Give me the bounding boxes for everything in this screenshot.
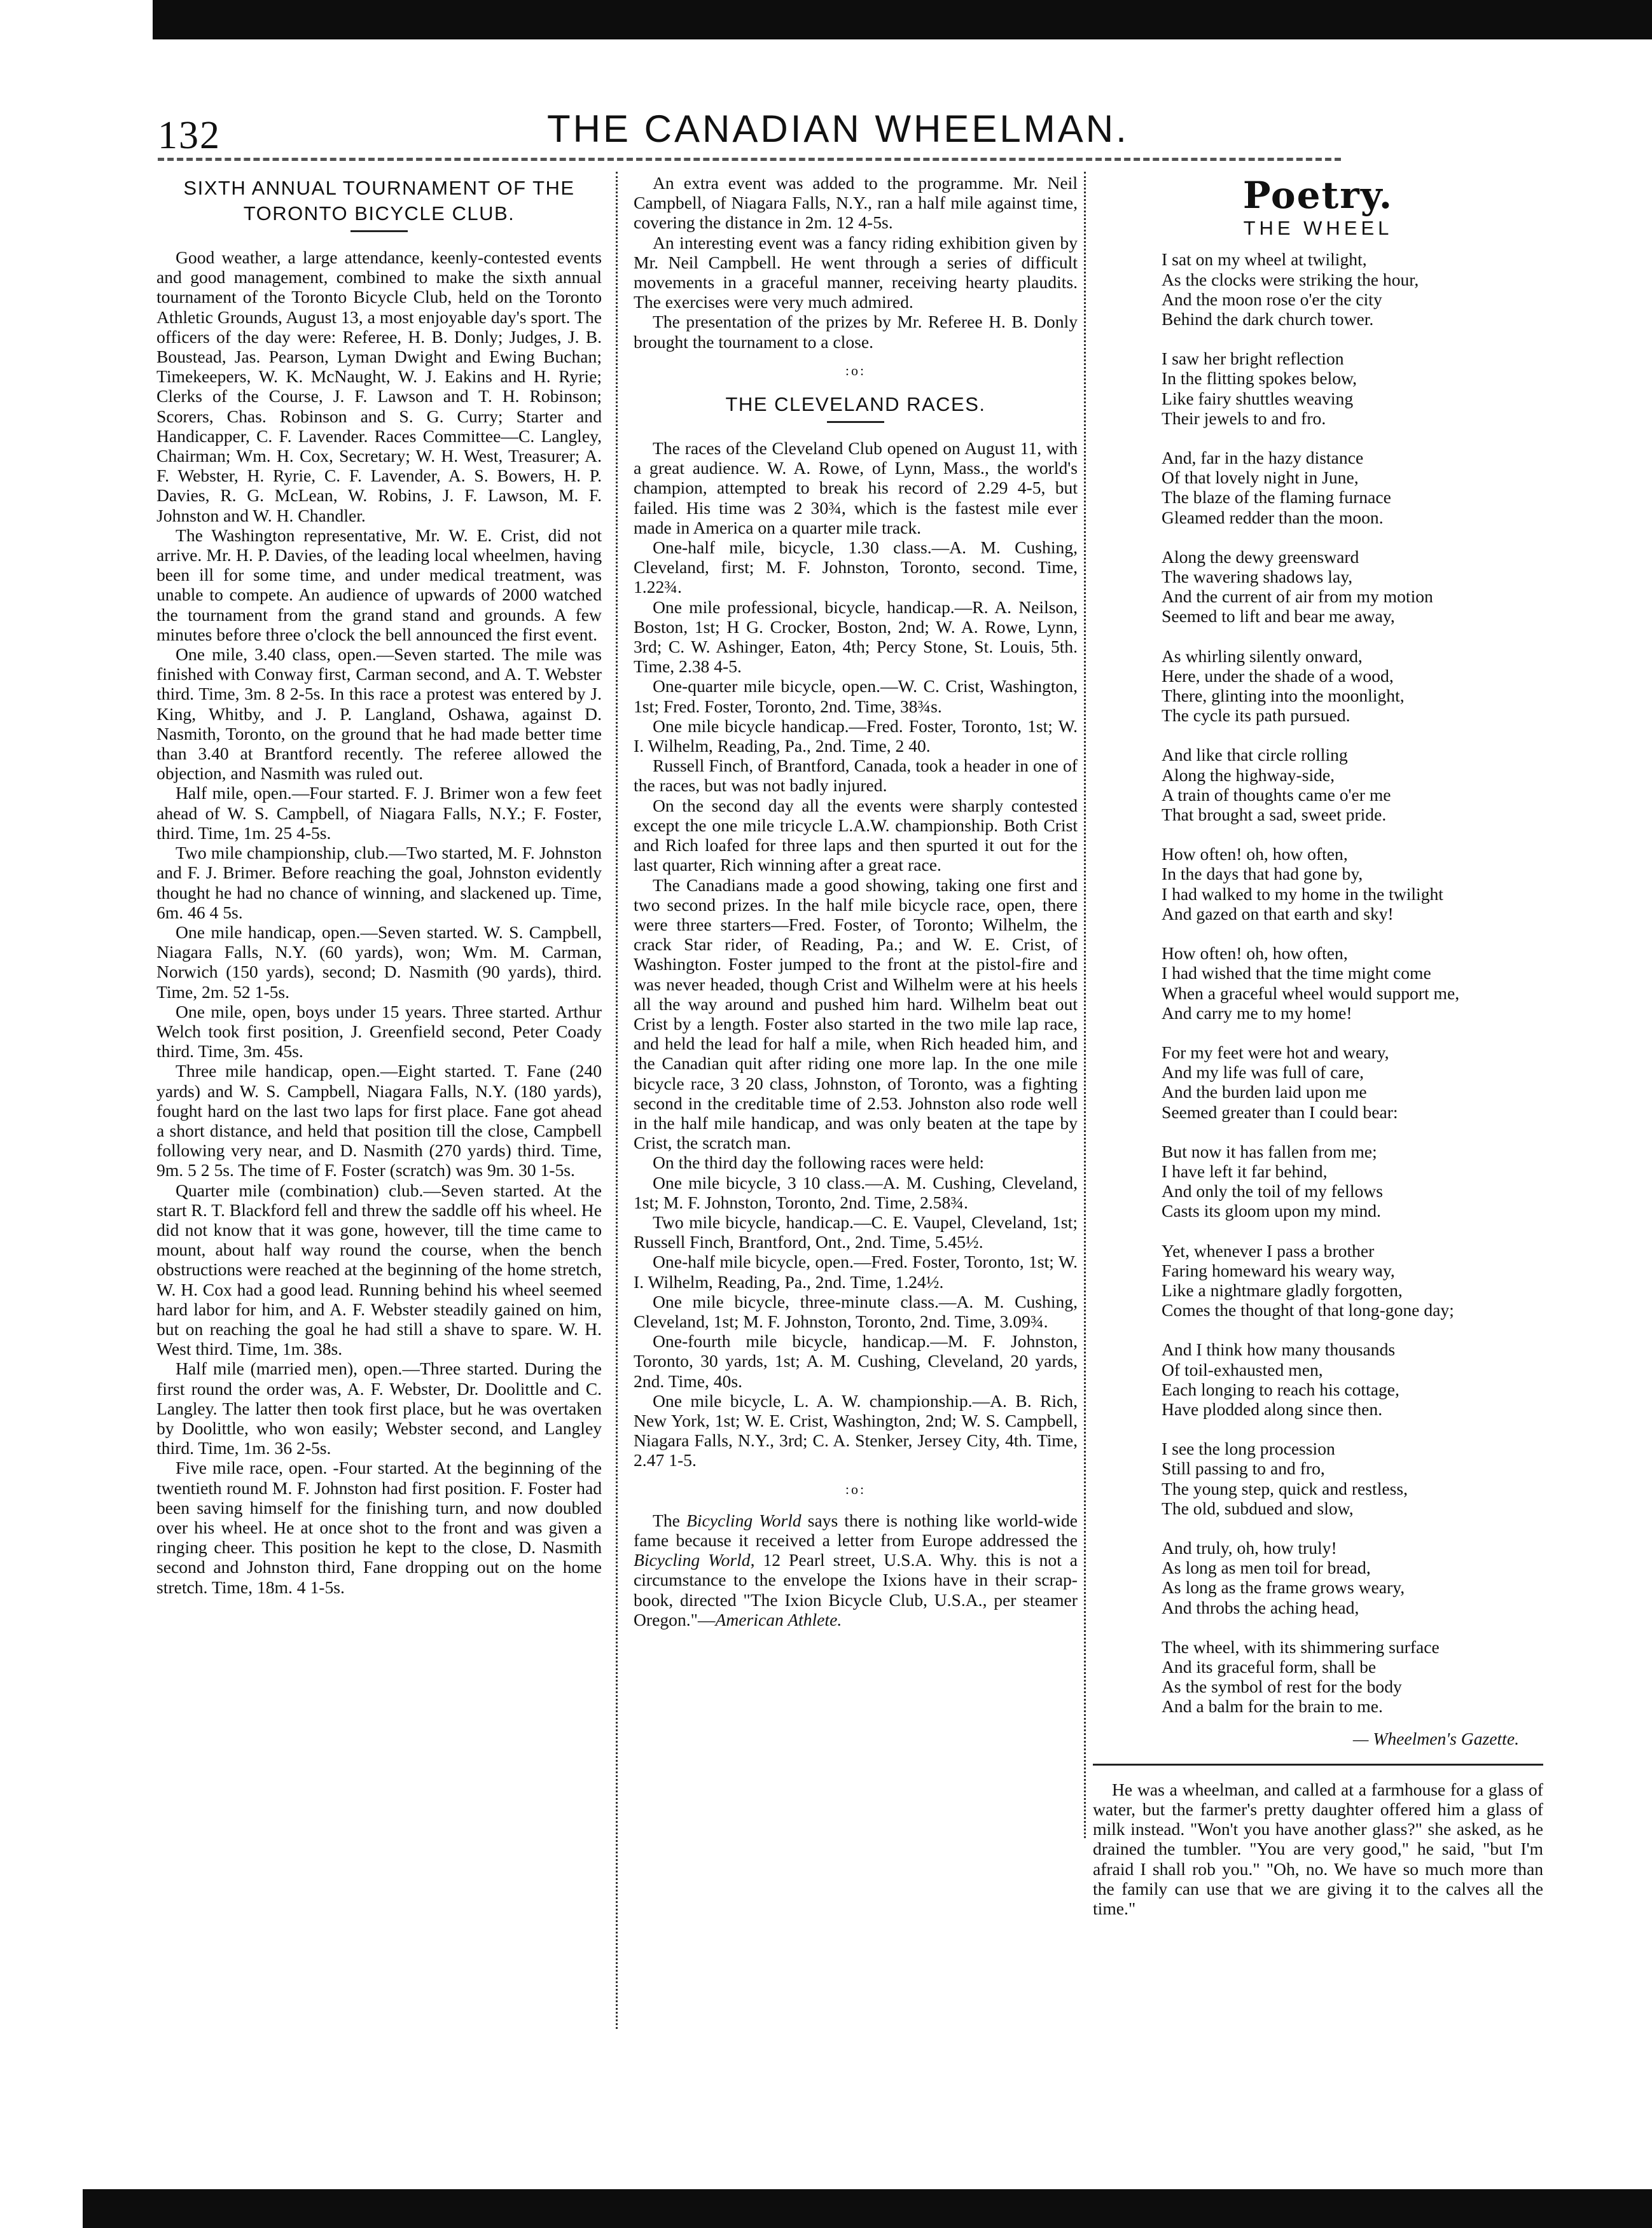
poem-line: The young step, quick and restless, (1162, 1478, 1408, 1498)
stanza (1162, 249, 1543, 329)
paragraph: Three mile handicap, open.—Eight started. T. Fane (240 yards) and W. S. Campbell, Niagara Falls, N.Y. (180 yards), fought hard on the last two laps for first place. Fane got ahead a short distance, and held that position till the close, Campbell following very near, and D. Nasmith (270 yards) third. Time, 9m. 5 2 5s. The time of F. Foster (scratch) was 9m. 30 1-5s. (156, 1061, 602, 1180)
poem-line: In the flitting spokes below, (1162, 368, 1357, 389)
stanza (1162, 1042, 1543, 1122)
stanza (1162, 646, 1543, 726)
poem-line: I see the long procession (1162, 1439, 1335, 1459)
paragraph: Half mile (married men), open.—Three started. During the first round the order was, A. F. Webster, Dr. Doolittle and C. Langley. The latter then took first place, but he was overtaken by Doolittle, who won easily; Webster second, and Langley third. Time, 1m. 36 2-5s. (156, 1359, 602, 1458)
paragraph: One mile handicap, open.—Seven started. W. S. Campbell, Niagara Falls, N.Y. (60 yards), won; Wm. M. Carman, Norwich (150 yards), second; D. Nasmith (90 yards), third. Time, 2m. 52 1-5s. (156, 922, 602, 1002)
column-3 (1093, 173, 1543, 1918)
poem-line: But now it has fallen from me; (1162, 1141, 1377, 1161)
stanza (1162, 1241, 1543, 1320)
paragraph: Five mile race, open. -Four started. At the beginning of the twentieth round M. F. Johnston had first position. F. Foster had been saving himself for the finishing turn, and now doubled over his wheel. He at once shot to the front and was given a ringing cheer. This position he kept to the close, D. Nasmith second and Johnston third, Fane dropping out on the home stretch. Time, 18m. 4 1-5s. (156, 1458, 602, 1597)
poem-line: Of toil-exhausted men, (1162, 1359, 1323, 1380)
paragraph: An interesting event was a fancy riding exhibition given by Mr. Neil Campbell. He went through a series of difficult movements in a graceful manner, receiving hearty plaudits. The exercises were very much admired. (634, 232, 1078, 312)
poem-line: And its graceful form, shall be (1162, 1656, 1377, 1677)
stanza (1162, 943, 1543, 1023)
stanza (1162, 1637, 1543, 1717)
stanza (1162, 349, 1543, 428)
poem-line: The cycle its path pursued. (1162, 705, 1350, 726)
stanza (1162, 1538, 1543, 1617)
paragraph: One mile, open, boys under 15 years. Three started. Arthur Welch took first position, J. Greenfield second, Peter Coady third. Time, 3m. 45s. (156, 1001, 602, 1062)
poem-line: As the clocks were striking the hour, (1162, 269, 1419, 289)
poem-line: Along the dewy greensward (1162, 546, 1359, 567)
poem-line: For my feet were hot and weary, (1162, 1042, 1389, 1062)
poem-line: And truly, oh, how truly! (1162, 1537, 1337, 1558)
poem-line: Seemed greater than I could bear: (1162, 1102, 1398, 1122)
poem-line: Seemed to lift and bear me away, (1162, 606, 1395, 626)
paragraph: Two mile bicycle, handicap.—C. E. Vaupel, Cleveland, 1st; Russell Finch, Brantford, Ont., 2nd. Time, 5.45½. (634, 1212, 1078, 1252)
stanza (1162, 745, 1543, 824)
poem-line: And only the toil of my fellows (1162, 1181, 1383, 1201)
poem-line: The wheel, with its shimmering surface (1162, 1636, 1440, 1657)
poem-line: Behind the dark church tower. (1162, 309, 1374, 329)
poem-line: And the moon rose o'er the city (1162, 289, 1382, 309)
poem-line: Have plodded along since then. (1162, 1399, 1383, 1419)
poem-body (1093, 249, 1543, 1716)
paragraph: One mile bicycle handicap.—Fred. Foster, Toronto, 1st; W. I. Wilhelm, Reading, Pa., 2nd. Time, 2 40. (634, 716, 1078, 756)
poem-line: Still passing to and fro, (1162, 1458, 1325, 1479)
poem-line: And the burden laid upon me (1162, 1082, 1367, 1102)
poem-line: And the current of air from my motion (1162, 586, 1433, 607)
poem-line: Like a nightmare gladly forgotten, (1162, 1280, 1403, 1300)
poem-line: Comes the thought of that long-gone day; (1162, 1300, 1454, 1320)
title-rule (827, 421, 884, 423)
wheelman-anecdote: He was a wheelman, and called at a farmhouse for a glass of water, but the farmer's pretty daughter offered him a glass of milk instead. "Won't you have another glass?" she asked, as he drained the tumbler. "You are very good," he said, "but I'm afraid I shall rob you." "Oh, no. We have so much more than the family can use that we are giving it to the calves all the time." (1093, 1779, 1543, 1919)
poem-line: And, far in the hazy distance (1162, 448, 1364, 468)
paragraph: On the second day all the events were sharply contested except the one mile tricycle L.A.W. championship. Both Crist and Rich loafed for three laps and then spurted it out for the last quarter, Rich winning after a great race. (634, 795, 1078, 875)
poem-title: THE WHEEL (1243, 217, 1393, 240)
poem-line: There, glinting into the moonlight, (1162, 686, 1405, 706)
poem-line: That brought a sad, sweet pride. (1162, 805, 1387, 825)
poem-line: Here, under the shade of a wood, (1162, 665, 1394, 686)
paragraph: One-quarter mile bicycle, open.—W. C. Crist, Washington, 1st; Fred. Foster, Toronto, 2nd. Time, 38¾s. (634, 676, 1078, 716)
separator: :o: (845, 1481, 866, 1497)
header-rule (158, 158, 1341, 161)
paragraph: The Washington representative, Mr. W. E. Crist, did not arrive. Mr. H. P. Davies, of the leading local wheelmen, having been ill for some time, and under medical treatment, was unable to compete. An audience of upwards of 2000 watched the tournament from the grand stand and grounds. A few minutes before three o'clock the bell announced the first event. (156, 525, 602, 644)
separator: :o: (845, 362, 866, 378)
page-number: 132 (158, 114, 221, 157)
stanza (1162, 1142, 1543, 1221)
poem-line: Gleamed redder than the moon. (1162, 507, 1384, 527)
column-rule-2 (1084, 172, 1086, 1838)
poem-line: The wavering shadows lay, (1162, 567, 1353, 587)
stanza (1162, 448, 1543, 527)
tournament-continuation (634, 173, 1078, 352)
paragraph: One mile, 3.40 class, open.—Seven started. The mile was finished with Conway first, Carman second, and A. T. Webster third. Time, 3m. 8 2-5s. In this race a protest was entered by J. King, Whitby, and J. P. Langland, Oshawa, against D. Nasmith, Toronto, on the ground that he had made better time than 3.40 at Brantford recently. The referee allowed the objection, and Nasmith was ruled out. (156, 644, 602, 784)
poem-line: And carry me to my home! (1162, 1002, 1352, 1023)
poem-line: And gazed on that earth and sky! (1162, 903, 1394, 924)
paragraph: One mile bicycle, three-minute class.—A. M. Cushing, Cleveland, 1st; M. F. Johnston, Toronto, 2nd. Time, 3.09¾. (634, 1291, 1078, 1331)
poem-line: I saw her bright reflection (1162, 349, 1344, 369)
paragraph: One-fourth mile bicycle, handicap.—M. F. Johnston, Toronto, 30 yards, 1st; A. M. Cushing, Cleveland, 20 yards, 2nd. Time, 40s. (634, 1331, 1078, 1391)
poem-line: As long as the frame grows weary, (1162, 1577, 1405, 1598)
poem-line: Of that lovely night in June, (1162, 467, 1359, 488)
paragraph: Quarter mile (combination) club.—Seven started. At the start R. T. Blackford fell and threw the saddle off his wheel. He did not know that it was gone, however, till the time came to mount, about half way round the course, when the bench obstructions were reached at the beginning of the home stretch, W. H. Cox had a good lead. Running behind his wheel seemed hard labor for him, and A. F. Webster steadily gained on him, but on reaching the goal he had still a shave to spare. W. H. West third. Time, 1m. 38s. (156, 1180, 602, 1359)
poem-line: As whirling silently onward, (1162, 646, 1363, 666)
paragraph: Two mile championship, club.—Two started, M. F. Johnston and F. J. Brimer. Before reaching the goal, Johnston evidently thought he had no chance of winning, and slackened up. Time, 6m. 46 4 5s. (156, 843, 602, 922)
poem-line: And my life was full of care, (1162, 1062, 1364, 1083)
paragraph: One mile professional, bicycle, handicap.—R. A. Neilson, Boston, 1st; H G. Crocker, Boston, 2nd; W. A. Rowe, Lynn, 3rd; C. W. Ashinger, Eaton, 4th; Percy Stone, St. Louis, 5th. Time, 2.38 4-5. (634, 597, 1078, 677)
poem-attribution: — Wheelmen's Gazette. (1352, 1728, 1519, 1748)
poem-line: I had walked to my home in the twilight (1162, 883, 1443, 904)
poem-line: How often! oh, how often, (1162, 844, 1348, 864)
paragraph: Half mile, open.—Four started. F. J. Brimer won a few feet ahead of W. S. Campbell, of Niagara Falls, N.Y.; F. Foster, third. Time, 1m. 25 4-5s. (156, 783, 602, 843)
poetry-heading: Poetry. (1242, 174, 1394, 217)
poem-line: Casts its gloom upon my mind. (1162, 1201, 1381, 1221)
tournament-title: SIXTH ANNUAL TOURNAMENT OF THE TORONTO BICYCLE CLUB. (183, 177, 575, 225)
masthead: THE CANADIAN WHEELMAN. (547, 107, 1129, 150)
poem-line: Yet, whenever I pass a brother (1162, 1240, 1375, 1261)
poem-line: When a graceful wheel would support me, (1162, 983, 1460, 1003)
paragraph: Good weather, a large attendance, keenly-contested events and good management, combined to make the sixth annual tournament of the Toronto Bicycle Club, held on the Toronto Athletic Grounds, August 13, a most enjoyable day's sport. The officers of the day were: Referee, H. B. Donly; Judges, J. B. Boustead, Jas. Pearson, Lyman Dwight and Ewing Buchan; Timekeepers, W. K. McNaught, W. J. Eakins and H. Ryrie; Clerks of the Course, J. F. Lawson and T. H. Robinson; Scorers, Chas. Robinson and S. G. Curry; Starter and Handicapper, C. F. Lavender. Races Committee—C. Langley, Chairman; Wm. H. Cox, Secretary; W. H. West, Treasurer; A. F. Webster, H. Ryrie, C. F. Lavender, A. S. Bowers, H. P. Davies, R. G. McLean, W. Robins, J. F. Lawson, M. F. Johnston and W. H. Chandler. (156, 247, 602, 525)
bottom-black-band (83, 2189, 1652, 2228)
stanza (1162, 1439, 1543, 1518)
column-rule-1 (616, 172, 618, 2029)
poem-line: As long as men toil for bread, (1162, 1558, 1371, 1578)
poem-line: And a balm for the brain to me. (1162, 1696, 1383, 1717)
poem-line: The old, subdued and slow, (1162, 1498, 1354, 1518)
poem-line: And I think how many thousands (1162, 1339, 1396, 1360)
poem-line: Like fairy shuttles weaving (1162, 388, 1354, 408)
cleveland-article (634, 438, 1078, 1470)
poem-line: I have left it far behind, (1162, 1161, 1328, 1181)
poem-line: As the symbol of rest for the body (1162, 1677, 1402, 1697)
poem-line: I had wished that the time might come (1162, 963, 1431, 983)
cleveland-title: THE CLEVELAND RACES. (725, 393, 986, 416)
paragraph: The races of the Cleveland Club opened on August 11, with a great audience. W. A. Rowe, of Lynn, Mass., the world's champion, attempted to break his record of 2.29 4-5, but failed. His time was 2 30¾, which is the fastest mile ever made in America on a quarter mile track. (634, 438, 1078, 537)
poem-line: Each longing to reach his cottage, (1162, 1379, 1399, 1399)
poem-line: Their jewels to and fro. (1162, 408, 1326, 428)
bicycling-world-note: The Bicycling World says there is nothing like world-wide fame because it received a letter from Europe addressed the Bicycling World, 12 Pearl street, U.S.A. Why. this is not a circumstance to the envelope the Ixions have in their scrap-book, directed "The Ixion Bicycle Club, U.S.A., per steamer Oregon."—American Athlete. (634, 1510, 1078, 1629)
poem-line: Along the highway-side, (1162, 765, 1335, 785)
paragraph: The presentation of the prizes by Mr. Referee H. B. Donly brought the tournament to a close. (634, 312, 1078, 352)
poem-line: The blaze of the flaming furnace (1162, 487, 1391, 508)
poem-line: A train of thoughts came o'er me (1162, 784, 1391, 805)
column-1 (156, 173, 602, 1597)
paragraph: One mile bicycle, L. A. W. championship.—A. B. Rich, New York, 1st; W. E. Crist, Washington, 2nd; W. S. Campbell, Niagara Falls, N.Y., 3rd; C. A. Stenker, Jersey City, 4th. Time, 2.47 1-5. (634, 1390, 1078, 1470)
poem-line: I sat on my wheel at twilight, (1162, 249, 1367, 270)
column-2 (634, 173, 1078, 1629)
stanza (1162, 547, 1543, 626)
poem-line: And throbs the aching head, (1162, 1597, 1359, 1617)
title-rule (351, 230, 408, 232)
paragraph: One-half mile bicycle, open.—Fred. Foster, Toronto, 1st; W. I. Wilhelm, Reading, Pa., 2nd. Time, 1.24½. (634, 1252, 1078, 1292)
anecdote-rule (1093, 1764, 1543, 1766)
stanza (1162, 844, 1543, 924)
paragraph: One mile bicycle, 3 10 class.—A. M. Cushing, Cleveland, 1st; M. F. Johnston, Toronto, 2nd. Time, 2.58¾. (634, 1172, 1078, 1212)
poem-line: In the days that had gone by, (1162, 864, 1363, 884)
poem-line: How often! oh, how often, (1162, 943, 1348, 964)
paragraph: On the third day the following races were held: (653, 1152, 985, 1173)
paragraph: Russell Finch, of Brantford, Canada, took a header in one of the races, but was not badly injured. (634, 756, 1078, 796)
tournament-article (156, 247, 602, 1597)
paragraph: One-half mile, bicycle, 1.30 class.—A. M. Cushing, Cleveland, first; M. F. Johnston, Toronto, second. Time, 1.22¾. (634, 537, 1078, 597)
poem-line: Faring homeward his weary way, (1162, 1260, 1395, 1280)
top-black-band (153, 0, 1652, 39)
poem-line: And like that circle rolling (1162, 745, 1348, 765)
stanza (1162, 1339, 1543, 1419)
paragraph: The Canadians made a good showing, taking one first and two second prizes. In the half mile bicycle race, open, there were three starters—Fred. Foster, of Toronto; Wilhelm, the crack Star rider, of Reading, Pa.; and W. E. Crist, of Washington. Foster jumped to the front at the pistol-fire and was never headed, though Crist and Wilhelm were at his heels all the way around and pushed him hard. Wilhelm beat out Crist by a length. Foster also started in the two mile lap race, and held the lead for half a mile, when Rich headed him, and the Canadian quit after riding one more lap. In the one mile bicycle race, 3 20 class, Johnston, of Toronto, was a fighting second in the creditable time of 2.53. Johnston also rode well in the half mile handicap, and was only beaten at the tape by Crist, the scratch man. (634, 875, 1078, 1153)
paragraph: An extra event was added to the programme. Mr. Neil Campbell, of Niagara Falls, N.Y., ran a half mile against time, covering the distance in 2m. 12 4-5s. (634, 173, 1078, 233)
